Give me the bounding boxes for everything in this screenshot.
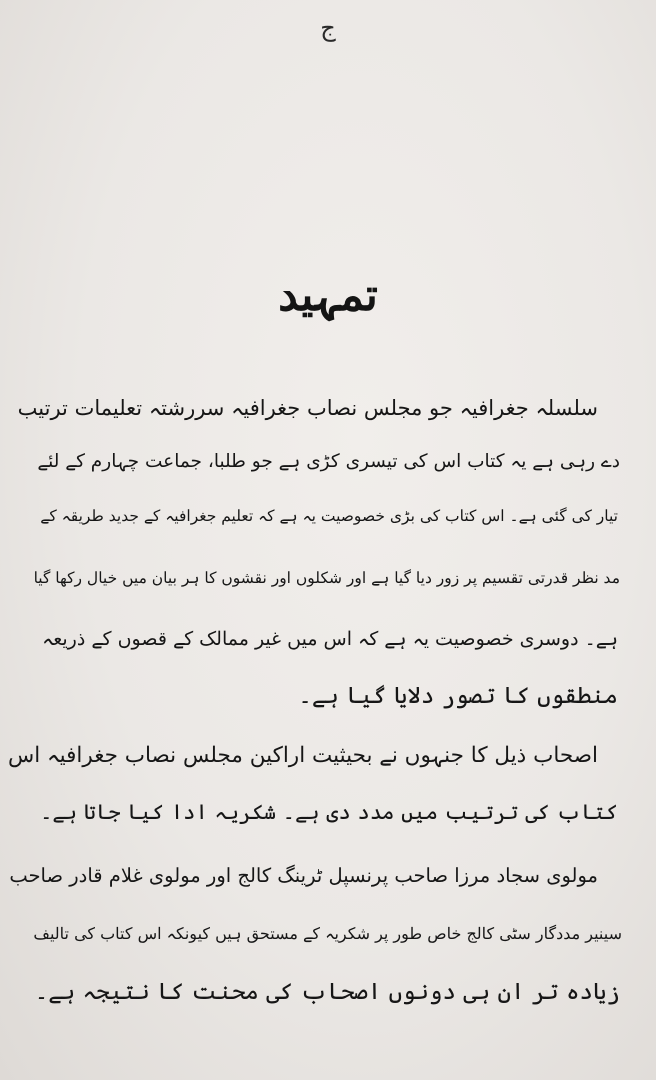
page-heading: تمہید	[278, 270, 378, 321]
text-line: دے رہی ہے یہ کتاب اس کی تیسری کڑی ہے جو طلبا، جماعت چہارم کے لئے	[37, 451, 620, 472]
text-line: ہے۔ دوسری خصوصیت یہ ہے کہ اس میں غیر ممالک کے قصوں کے ذریعہ	[42, 628, 618, 650]
text-line: سلسلہ جغرافیہ جو مجلس نصاب جغرافیہ سررشتہ تعلیمات ترتیب	[17, 396, 598, 420]
text-line: مولوی سجاد مرزا صاحب پرنسپل ٹرینگ کالج اور مولوی غلام قادر صاحب	[9, 864, 598, 887]
text-line: منطقوں کا تصور دلایا گیا ہے۔	[298, 683, 618, 709]
text-line: مد نظر قدرتی تقسیم پر زور دیا گیا ہے اور شکلوں اور نقشوں کا ہر بیان میں خیال رکھا گیا	[33, 569, 620, 587]
text-line: زیادہ تر ان ہی دونوں اصحاب کی محنت کا نتیجہ ہے۔	[34, 979, 620, 1005]
page-number: ج	[320, 14, 336, 42]
text-line: سینیر مددگار سٹی کالج خاص طور پر شکریہ کے مستحق ہیں کیونکہ اس کتاب کی تالیف	[33, 924, 622, 943]
text-line: اصحاب ذیل کا جنہوں نے بحیثیت اراکین مجلس نصاب جغرافیہ اس	[7, 743, 598, 768]
text-line: تیار کی گئی ہے۔ اس کتاب کی بڑی خصوصیت یہ ہے کہ تعلیم جغرافیہ کے جدید طریقہ کے	[40, 507, 618, 525]
text-line: کتاب کی ترتیب میں مدد دی ہے۔ شکریہ ادا کیا جاتا ہے۔	[40, 800, 618, 824]
